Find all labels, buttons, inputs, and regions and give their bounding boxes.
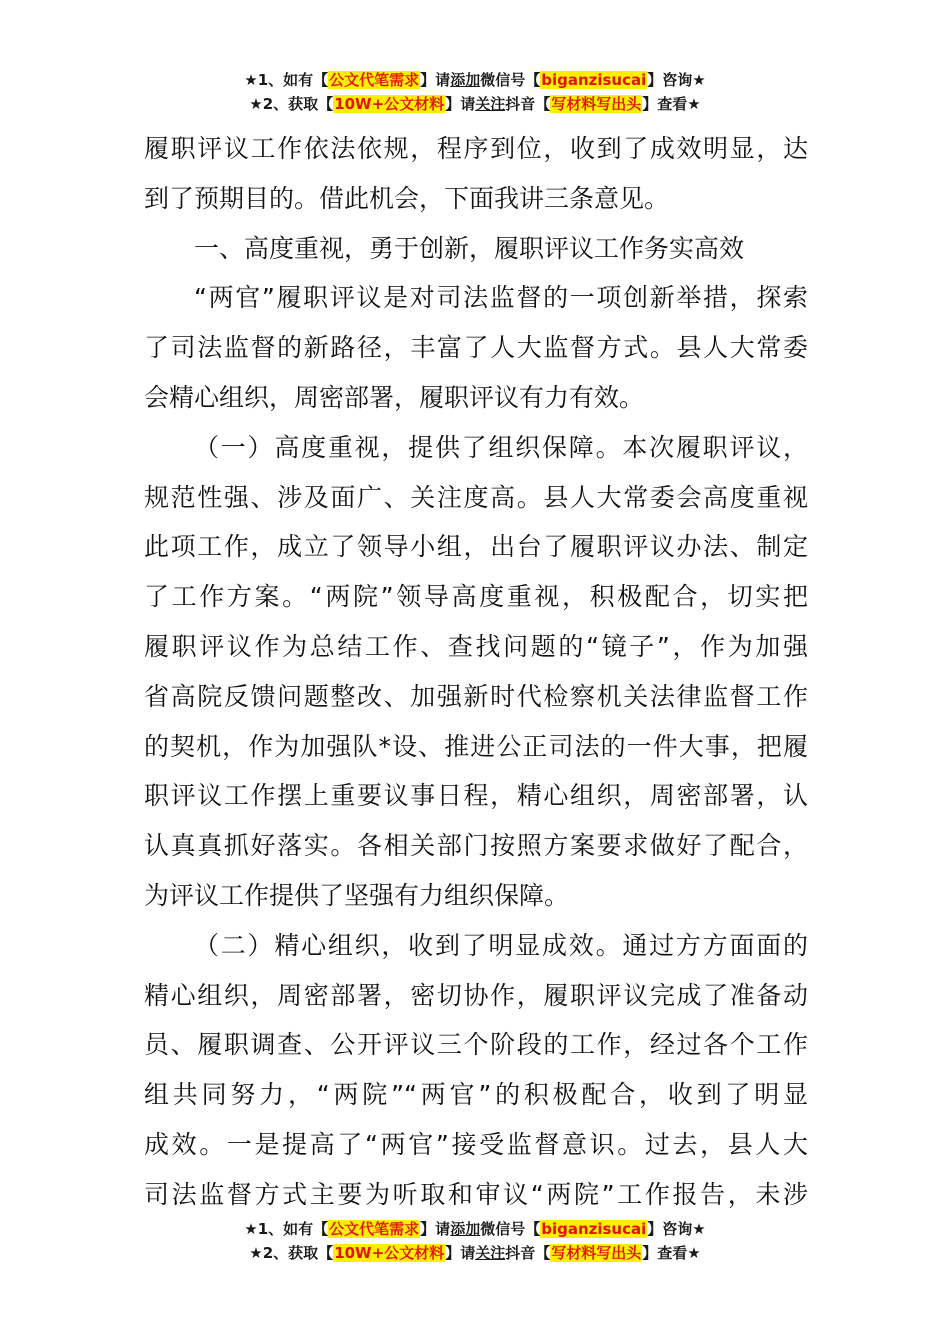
banner-text: 抖音【 — [505, 1244, 551, 1262]
text-line: 成效。一是提高了“两官”接受监督意识。过去，县人大 — [144, 1129, 808, 1159]
text-line: 员、履职调查、公开评议三个阶段的工作，经过各个工作 — [144, 1030, 808, 1060]
text-line: 为评议工作提供了坚强有力组织保障。 — [144, 880, 570, 910]
text-line: 了工作方案。“两院”领导高度重视，积极配合，切实把 — [144, 582, 808, 612]
banner-text: 】咨询★ — [647, 71, 706, 89]
highlight-materials: 10W+公文材料 — [334, 1244, 445, 1262]
text-line: 职评议工作摆上重要议事日程，精心组织，周密部署，认 — [144, 781, 808, 811]
banner-text: 】请 — [420, 1220, 451, 1238]
banner-text: ★2、获取【 — [249, 1244, 334, 1262]
highlight-wechat-id: biganzisucai — [541, 71, 647, 89]
banner-text: 】查看★ — [642, 1244, 701, 1262]
banner-underline-text: 关注 — [475, 1244, 506, 1262]
document-body — [144, 124, 808, 1220]
banner-line-1 — [0, 69, 950, 93]
text-line: 的契机，作为加强队*设、推进公正司法的一件大事，把履 — [144, 731, 808, 761]
text-line: 此项工作，成立了领导小组，出台了履职评议办法、制定 — [144, 532, 808, 562]
banner-line-1 — [0, 1218, 950, 1242]
subsection-line: （二）精心组织，收到了明显成效。通过方方面面的 — [194, 930, 808, 960]
text-line: 到了预期目的。借此机会，下面我讲三条意见。 — [144, 183, 670, 213]
text-line: 规范性强、涉及面广、关注度高。县人大常委会高度重视 — [144, 482, 808, 512]
footer-banner — [0, 1218, 950, 1266]
banner-text: 抖音【 — [505, 95, 551, 113]
highlight-douyin: 写材料写出头 — [551, 1244, 642, 1262]
banner-text: 】请 — [445, 1244, 476, 1262]
banner-line-2 — [0, 93, 950, 117]
text-line: 省高院反馈问题整改、加强新时代检察机关法律监督工作 — [144, 681, 808, 711]
highlight-materials: 10W+公文材料 — [334, 95, 445, 113]
text-line: 会精心组织，周密部署，履职评议有力有效。 — [144, 382, 645, 412]
highlight-service: 公文代笔需求 — [329, 1220, 420, 1238]
header-banner — [0, 69, 950, 117]
highlight-wechat-id: biganzisucai — [541, 1220, 647, 1238]
text-line: 司法监督方式主要为听取和审议“两院”工作报告，未涉 — [144, 1179, 808, 1209]
banner-underline-text: 添加 — [450, 71, 481, 89]
subsection-line: （一）高度重视，提供了组织保障。本次履职评议， — [194, 432, 808, 462]
banner-text: 】查看★ — [642, 95, 701, 113]
banner-line-2 — [0, 1242, 950, 1266]
text-line: 认真真抓好落实。各相关部门按照方案要求做好了配合， — [144, 831, 808, 861]
text-line: 履职评议作为总结工作、查找问题的“镜子”，作为加强 — [144, 631, 808, 661]
banner-underline-text: 添加 — [450, 1220, 481, 1238]
text-line: 精心组织，周密部署，密切协作，履职评议完成了准备动 — [144, 980, 808, 1010]
banner-text: ★1、如有【 — [244, 71, 329, 89]
text-line: 履职评议工作依法依规，程序到位，收到了成效明显，达 — [144, 134, 808, 163]
banner-text: 微信号【 — [480, 71, 541, 89]
banner-text: ★2、获取【 — [249, 95, 334, 113]
banner-text: 】请 — [445, 95, 476, 113]
banner-text: 】请 — [420, 71, 451, 89]
banner-text: 】咨询★ — [647, 1220, 706, 1238]
banner-underline-text: 关注 — [475, 95, 506, 113]
text-line: 了司法监督的新路径，丰富了人大监督方式。县人大常委 — [144, 333, 808, 363]
banner-text: 微信号【 — [480, 1220, 541, 1238]
highlight-service: 公文代笔需求 — [329, 71, 420, 89]
text-line: 组共同努力，“两院”“两官”的积极配合，收到了明显 — [144, 1080, 808, 1110]
banner-text: ★1、如有【 — [244, 1220, 329, 1238]
section-heading: 一、高度重视，勇于创新，履职评议工作务实高效 — [194, 233, 745, 263]
highlight-douyin: 写材料写出头 — [551, 95, 642, 113]
text-line: “两官”履职评议是对司法监督的一项创新举措，探索 — [194, 283, 808, 313]
